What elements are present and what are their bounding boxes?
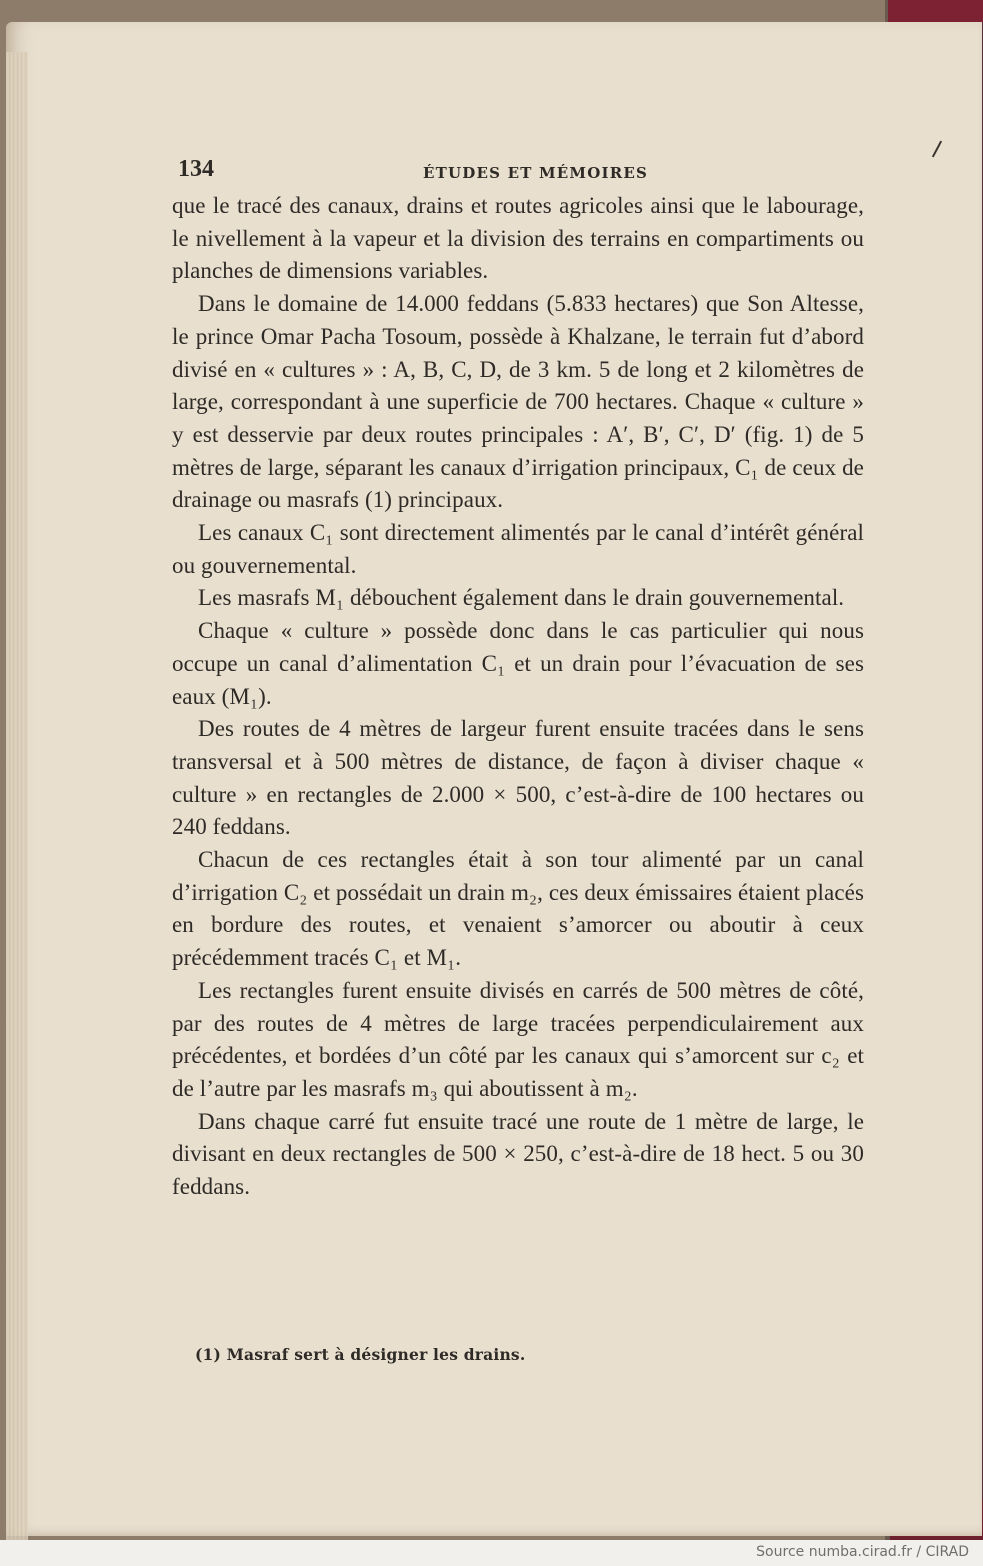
page-gutter-edge (6, 52, 28, 1540)
binding-cover-top (888, 0, 983, 22)
paragraph: Dans le domaine de 14.000 feddans (5.833 hectares) que Son Altesse, le prince Omar Pacha Tosoum, possède à Khalzane, le terrain fut d’abord divisé en « cultures » : A, B, C, D, de 3 km. 5 de long et 2 kilomètres de large, correspondant à une superficie de 700 hectares. Chaque « culture » y est desservie par deux routes principales : A′, B′, C′, D′ (fig. 1) de 5 mètres de large, séparant les canaux d’irrigation principaux, C₁ de ceux de drainage ou masrafs (1) principaux. (172, 291, 864, 513)
pencil-mark (932, 141, 942, 158)
paragraph: Chaque « culture » possède donc dans le cas particulier qui nous occupe un canal d’alimentation C₁ et un drain pour l’évacuation de ses eaux (M₁). (172, 618, 864, 709)
paragraph: que le tracé des canaux, drains et routes agricoles ainsi que le labourage, le nivellement à la vapeur et la division des terrains en compartiments ou planches de dimensions variables. (172, 193, 864, 284)
running-head (178, 154, 870, 190)
paragraph: Des routes de 4 mètres de largeur furent ensuite tracées dans le sens transversal et à 500 mètres de distance, de façon à diviser chaque « culture » en rectangles de 2.000 × 500, c’est-à-dire de 100 hectares ou 240 feddans. (172, 716, 864, 840)
page-number: 134 (178, 156, 214, 182)
source-credit: Source numba.cirad.fr / CIRAD (756, 1544, 969, 1560)
body-text (172, 190, 864, 1204)
footnote: (1) Masraf sert à désigner les drains. (195, 1345, 526, 1364)
paragraph: Chacun de ces rectangles était à son tour alimenté par un canal d’irrigation C₂ et possédait un drain m₂, ces deux émissaires étaient placés en bordure des routes, et venaient s’amorcer ou aboutir à ceux précédemment tracés C₁ et M₁. (172, 847, 864, 971)
paragraph: Les masrafs M₁ débouchent également dans le drain gouvernemental. (198, 585, 845, 611)
running-title: ÉTUDES ET MÉMOIRES (423, 164, 649, 182)
paragraph: Les canaux C₁ sont directement alimentés par le canal d’intérêt général ou gouvernemental. (172, 520, 864, 578)
paragraph: Dans chaque carré fut ensuite tracé une route de 1 mètre de large, le divisant en deux rectangles de 500 × 250, c’est-à-dire de 18 hect. 5 ou 30 feddans. (172, 1108, 864, 1200)
paragraph: Les rectangles furent ensuite divisés en carrés de 500 mètres de côté, par des routes de 4 mètres de large tracées perpendiculairement aux précédentes, et bordées d’un côté par les canaux qui s’amorcent sur c₂ et de l’autre par les masrafs m₃ qui aboutissent à m₂. (172, 977, 864, 1101)
